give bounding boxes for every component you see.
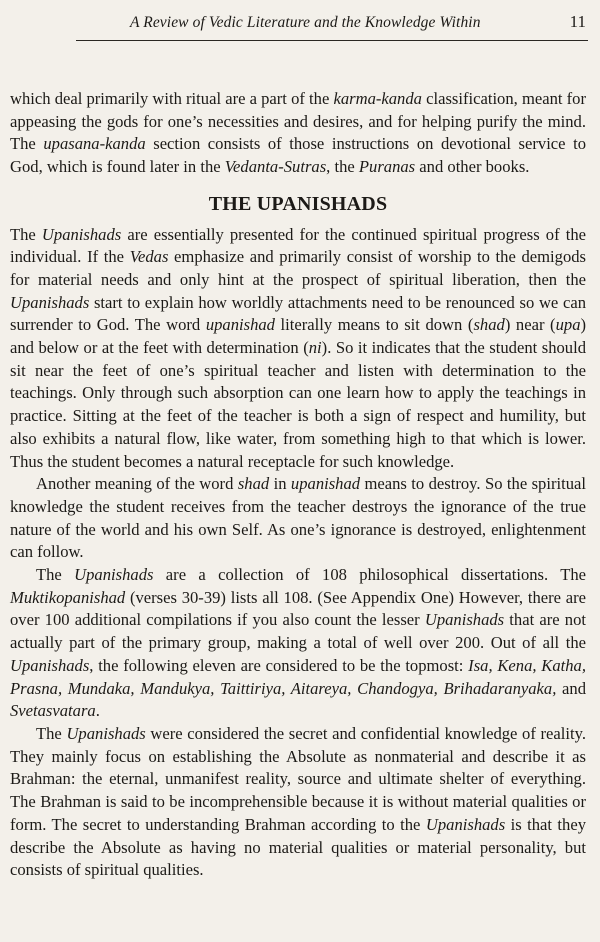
text-run: The: [10, 224, 42, 244]
page-number: 11: [569, 12, 586, 31]
text-run: ). So it indicates that the student should sit near the feet of one’s spiritual teacher and listen with determination to the teachings. Only through such absorption can one learn how to apply the teachings in practice. Sitting at the feet of the teacher is both a sign of respect and humility, but also exhibits a natural flow, like water, from something high to that which is lower. Thus the student becomes a natural receptacle for such knowledge.: [10, 338, 587, 471]
italic-term: shad: [473, 315, 505, 335]
text-run: .: [95, 701, 100, 721]
text-run: , the: [326, 157, 359, 177]
section-heading: THE UPANISHADS: [208, 192, 388, 215]
text-run: ) and below or at the feet with determination (: [10, 315, 587, 358]
text-run: and: [556, 678, 587, 698]
italic-term: Upanishads: [10, 655, 90, 675]
text-run: are essentially presented for the continued spiritual progress of the individual. If the: [10, 224, 587, 267]
body-text: [10, 88, 586, 882]
paragraph-collection: [10, 564, 586, 723]
italic-term: Upanishads: [66, 723, 146, 743]
italic-term: upasana-kanda: [43, 134, 146, 154]
text-run: (verses 30-39) lists all 108. (See Appendix One) However, there are over 100 additional compilations if you also count the lesser: [10, 587, 586, 630]
text-run: and other books.: [415, 157, 530, 177]
italic-term: karma-kanda: [333, 89, 422, 108]
italic-term: Vedas: [129, 247, 169, 267]
text-run: were considered the secret and confidential knowledge of reality. They mainly focus on establishing the Absolute as nonmaterial and describe it as Brahman: the eternal, unmanifest reality, source and ultimate shelter of everything. The Brahman is said to be incomprehensible because it is without material qualities or form. The secret to understanding Brahman according to the: [10, 723, 586, 834]
text-run: Another meaning of the word: [36, 474, 238, 494]
paragraph-shad-meaning: [10, 473, 586, 564]
paragraph-secret-knowledge: [10, 723, 586, 882]
italic-term: Vedanta-Sutras: [224, 157, 327, 177]
italic-term: ni: [308, 338, 322, 358]
italic-term: upa: [555, 315, 581, 335]
paragraph-upanishads-intro: [10, 224, 586, 474]
text-run: section consists of those instructions on devotional service to God, which is found later in the: [10, 134, 586, 177]
running-title: A Review of Vedic Literature and the Knowledge Within: [130, 14, 481, 31]
text-run: The: [36, 565, 75, 585]
text-run: are a collection of 108 philosophical dissertations. The: [153, 565, 587, 585]
text-run: emphasize and primarily consist of worship to the demigods for material needs and only hint at the prospect of spiritual liberation, then the: [10, 247, 586, 289]
italic-term: upanishad: [290, 474, 361, 494]
text-run: ) near (: [504, 315, 556, 335]
text-run: which deal primarily with ritual are a part of the: [10, 89, 334, 108]
text-run: literally means to sit down (: [274, 315, 474, 335]
italic-term: shad: [237, 474, 270, 494]
italic-term: Puranas: [358, 157, 416, 177]
text-run: in: [269, 474, 291, 494]
text-run: classification, meant for appeasing the gods for one’s necessities and desires, and for helping purify the mind. The: [10, 89, 586, 154]
italic-term: upanishad: [205, 315, 275, 335]
italic-term: Svetasvatara: [10, 701, 96, 721]
italic-term: Upanishads: [424, 610, 505, 630]
italic-term: Upanishads: [10, 292, 90, 312]
italic-term: Upanishads: [74, 565, 154, 585]
text-run: means to destroy. So the spiritual knowledge the student receives from the teacher destroys the ignorance of the true nature of the world and his own Self. As one’s ignorance is destroyed, enlightenment can follow.: [10, 474, 586, 562]
italic-term: Upanishads: [425, 814, 506, 834]
text-run: start to explain how worldly attachments need to be renounced so we can surrender to God. The word: [10, 292, 586, 335]
italic-term: Upanishads: [41, 224, 122, 244]
italic-term: Isa, Kena, Katha, Prasna, Mundaka, Mandukya, Taittiriya, Aitareya, Chandogya, Brihadaranyaka,: [10, 655, 587, 698]
running-header: [76, 12, 588, 41]
paragraph-ritual-classification: [10, 88, 586, 179]
text-run: The: [36, 723, 67, 743]
text-run: , the following eleven are considered to be the topmost:: [89, 655, 469, 675]
text-run: is that they describe the Absolute as having no material qualities or material personality, but consists of spiritual qualities.: [10, 814, 587, 880]
italic-term: Muktikopanishad: [10, 587, 126, 607]
text-run: that are not actually part of the primary group, making a total of well over 200. Out of all the: [10, 610, 586, 653]
